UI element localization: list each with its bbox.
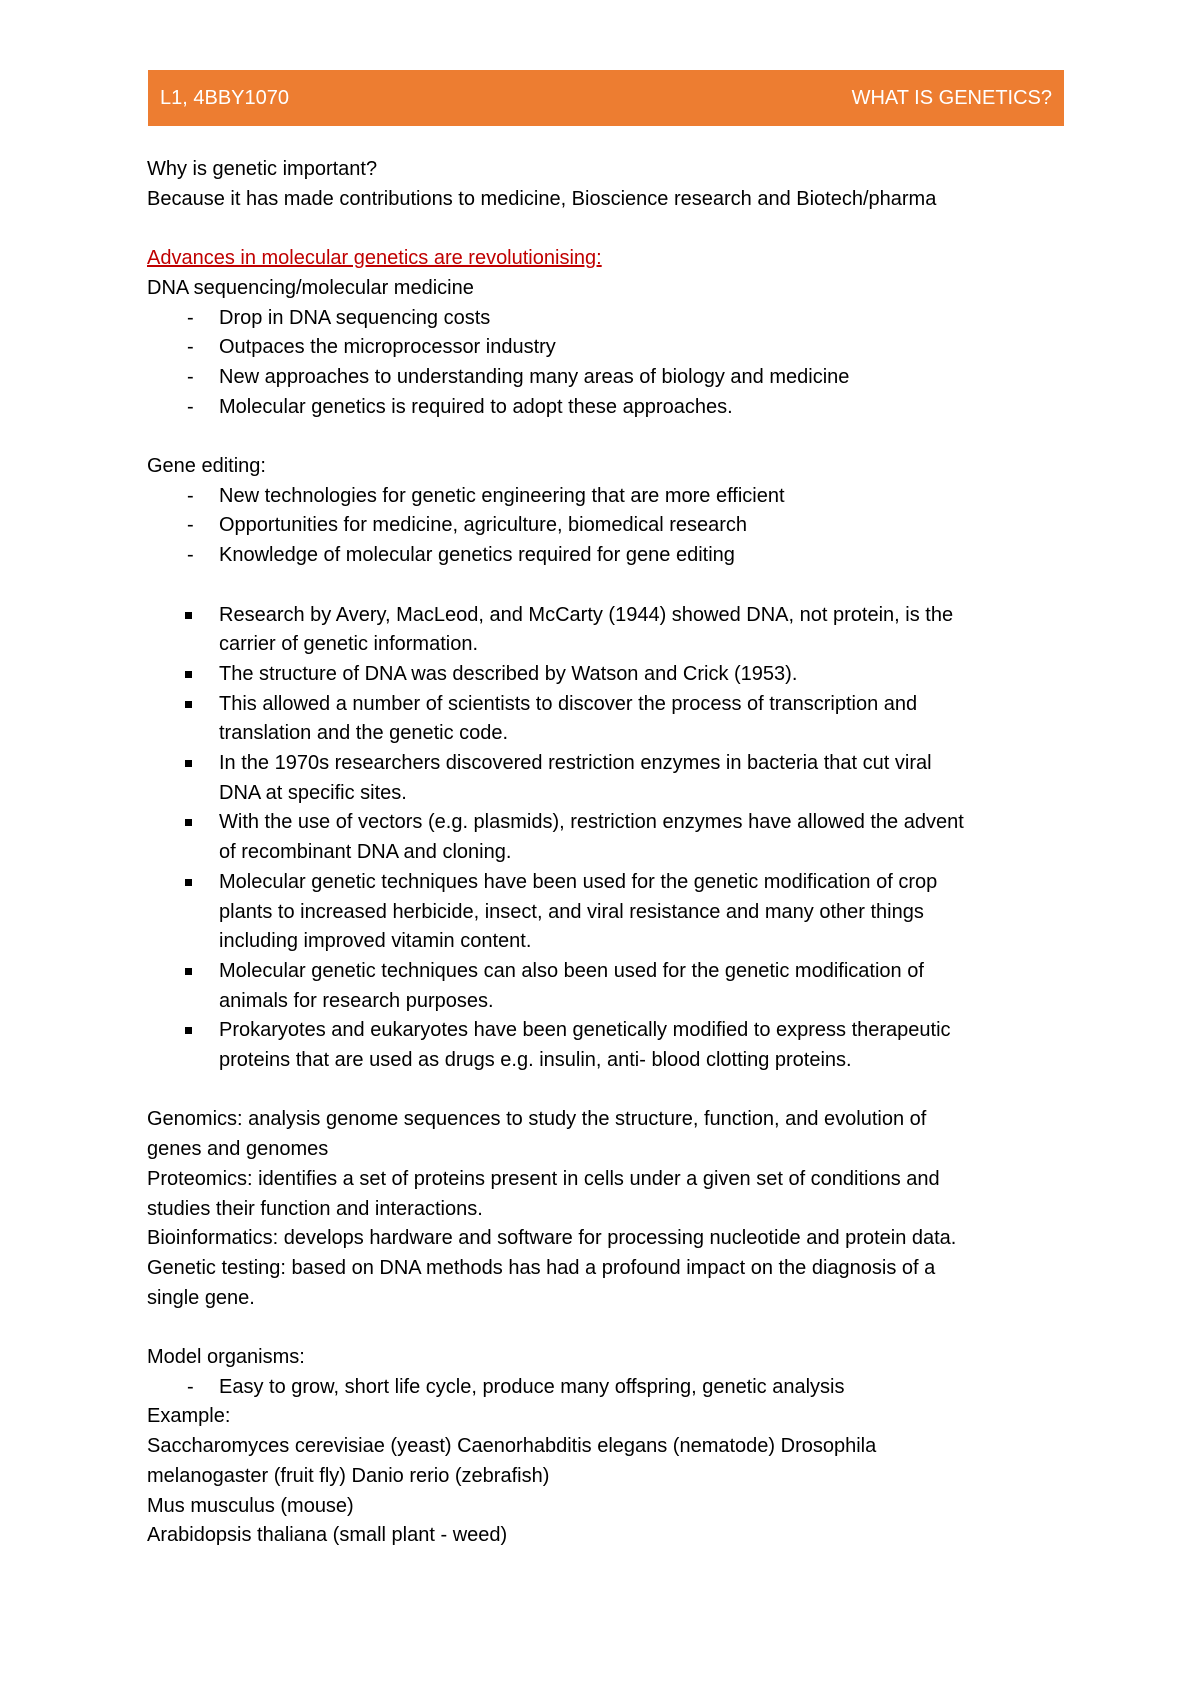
header-course-code: L1, 4BBY1070 bbox=[160, 86, 289, 109]
dash-marker: - bbox=[187, 365, 194, 388]
list-item bbox=[147, 1016, 1077, 1075]
list-item-text: animals for research purposes. bbox=[219, 989, 494, 1012]
spacer bbox=[147, 214, 1077, 244]
example-line: Saccharomyces cerevisiae (yeast) Caenorhabditis elegans (nematode) Drosophila bbox=[147, 1435, 877, 1458]
fields-definitions bbox=[147, 1105, 1077, 1313]
square-bullet-icon bbox=[185, 671, 192, 678]
definition-line: Proteomics: identifies a set of proteins present in cells under a given set of conditions and bbox=[147, 1167, 940, 1190]
list-item-text: In the 1970s researchers discovered restriction enzymes in bacteria that cut viral bbox=[219, 752, 932, 775]
list-item bbox=[147, 749, 1077, 808]
example-line: Mus musculus (mouse) bbox=[147, 1494, 354, 1517]
gene-editing-list bbox=[147, 482, 1077, 571]
definition-line: genes and genomes bbox=[147, 1138, 329, 1161]
list-item-text: Knowledge of molecular genetics required for gene editing bbox=[219, 544, 735, 567]
list-item-text: of recombinant DNA and cloning. bbox=[219, 841, 512, 864]
intro-question: Why is genetic important? bbox=[147, 158, 378, 180]
list-item bbox=[147, 868, 1077, 957]
definition-line: studies their function and interactions. bbox=[147, 1197, 483, 1220]
spacer bbox=[147, 1076, 1077, 1106]
gene-editing-heading: Gene editing: bbox=[147, 455, 266, 477]
history-list bbox=[147, 601, 1077, 1076]
square-bullet-icon bbox=[185, 968, 192, 975]
square-bullet-icon bbox=[185, 879, 192, 886]
definition-line: Genomics: analysis genome sequences to study the structure, function, and evolution of bbox=[147, 1108, 927, 1131]
list-item bbox=[147, 333, 1077, 363]
list-item-text: Easy to grow, short life cycle, produce many offspring, genetic analysis bbox=[219, 1375, 845, 1398]
dash-marker: - bbox=[187, 336, 194, 359]
model-organisms-heading: Model organisms: bbox=[147, 1346, 305, 1369]
spacer bbox=[147, 1313, 1077, 1343]
spacer bbox=[147, 422, 1077, 452]
list-item-text: This allowed a number of scientists to discover the process of transcription and bbox=[219, 692, 918, 715]
square-bullet-icon bbox=[185, 819, 192, 826]
definition-line: single gene. bbox=[147, 1286, 255, 1309]
list-item-text: New technologies for genetic engineering that are more efficient bbox=[219, 484, 785, 507]
dash-marker: - bbox=[187, 395, 194, 418]
list-item bbox=[147, 957, 1077, 1016]
square-bullet-icon bbox=[185, 1027, 192, 1034]
model-organisms-list bbox=[147, 1373, 1077, 1403]
list-item bbox=[147, 660, 1077, 690]
list-item-text: Molecular genetic techniques have been used for the genetic modification of crop bbox=[219, 870, 938, 893]
list-item bbox=[147, 482, 1077, 512]
list-item-text: Drop in DNA sequencing costs bbox=[219, 306, 491, 329]
list-item bbox=[147, 304, 1077, 334]
example-line: Arabidopsis thaliana (small plant - weed) bbox=[147, 1524, 508, 1547]
list-item bbox=[147, 541, 1077, 571]
definition-line: Bioinformatics: develops hardware and software for processing nucleotide and protein data. bbox=[147, 1227, 957, 1250]
example-label: Example: bbox=[147, 1405, 231, 1428]
list-item bbox=[147, 690, 1077, 749]
list-item-text: translation and the genetic code. bbox=[219, 722, 509, 745]
square-bullet-icon bbox=[185, 701, 192, 708]
list-item-text: carrier of genetic information. bbox=[219, 633, 479, 656]
list-item-text: With the use of vectors (e.g. plasmids), restriction enzymes have allowed the advent bbox=[219, 811, 964, 834]
dash-marker: - bbox=[187, 306, 194, 329]
list-item-text: DNA at specific sites. bbox=[219, 781, 407, 804]
example-line: melanogaster (fruit fly) Danio rerio (zebrafish) bbox=[147, 1464, 550, 1487]
dash-marker: - bbox=[187, 484, 194, 507]
list-item bbox=[147, 601, 1077, 660]
definition-line: Genetic testing: based on DNA methods has had a profound impact on the diagnosis of a bbox=[147, 1256, 936, 1279]
header-topic-title: WHAT IS GENETICS? bbox=[851, 86, 1052, 109]
list-item-text: proteins that are used as drugs e.g. insulin, anti- blood clotting proteins. bbox=[219, 1049, 852, 1072]
list-item-text: Molecular genetics is required to adopt these approaches. bbox=[219, 395, 733, 418]
list-item bbox=[147, 511, 1077, 541]
spacer bbox=[147, 571, 1077, 601]
advances-list bbox=[147, 304, 1077, 423]
list-item bbox=[147, 363, 1077, 393]
advances-subheading: DNA sequencing/molecular medicine bbox=[147, 276, 474, 299]
dash-marker: - bbox=[187, 514, 194, 537]
advances-heading: Advances in molecular genetics are revolutionising: bbox=[147, 247, 602, 270]
list-item-text: including improved vitamin content. bbox=[219, 930, 532, 953]
list-item-text: Molecular genetic techniques can also been used for the genetic modification of bbox=[219, 959, 924, 982]
dash-marker: - bbox=[187, 544, 194, 567]
list-item bbox=[147, 393, 1077, 423]
document-body bbox=[147, 155, 1077, 1551]
list-item bbox=[147, 1373, 1077, 1403]
page-header-bar bbox=[148, 70, 1064, 126]
intro-answer: Because it has made contributions to medicine, Bioscience research and Biotech/pharma bbox=[147, 187, 937, 210]
list-item-text: Outpaces the microprocessor industry bbox=[219, 336, 556, 359]
list-item-text: Prokaryotes and eukaryotes have been genetically modified to express therapeutic bbox=[219, 1019, 951, 1042]
list-item-text: plants to increased herbicide, insect, and viral resistance and many other things bbox=[219, 900, 924, 923]
square-bullet-icon bbox=[185, 760, 192, 767]
list-item-text: New approaches to understanding many areas of biology and medicine bbox=[219, 365, 850, 388]
square-bullet-icon bbox=[185, 612, 192, 619]
list-item-text: The structure of DNA was described by Watson and Crick (1953). bbox=[219, 662, 798, 685]
list-item-text: Opportunities for medicine, agriculture, biomedical research bbox=[219, 514, 748, 537]
list-item-text: Research by Avery, MacLeod, and McCarty (1944) showed DNA, not protein, is the bbox=[219, 603, 954, 626]
dash-marker: - bbox=[187, 1375, 194, 1398]
list-item bbox=[147, 808, 1077, 867]
